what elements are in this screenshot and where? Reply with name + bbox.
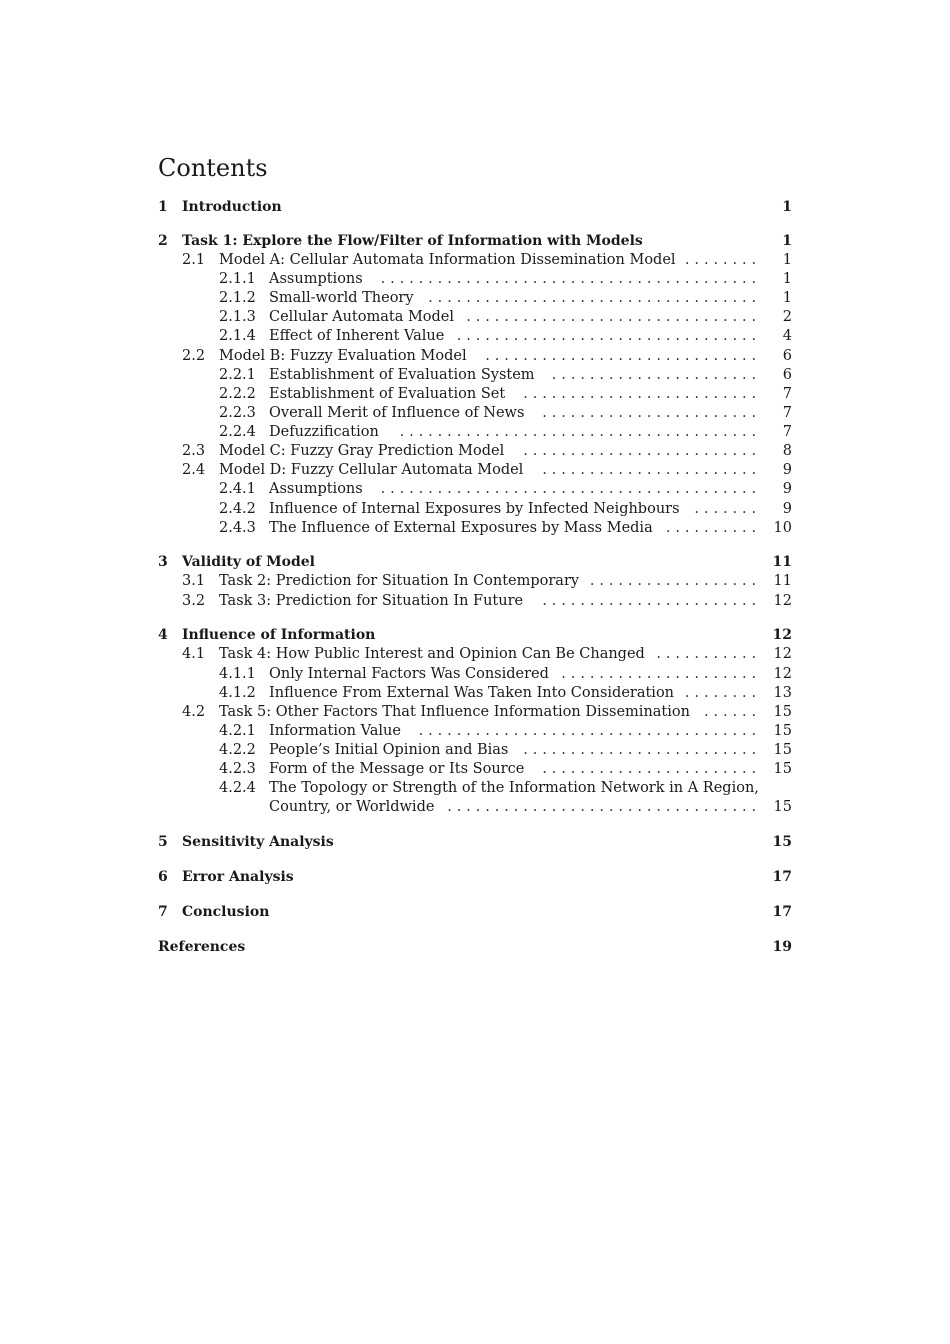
toc-entry-page: 12	[773, 646, 792, 662]
toc-entry-title: References	[158, 939, 246, 955]
toc-entry-title: Task 1: Explore the Flow/Filter of Information with Models	[182, 233, 643, 249]
toc-entry-page: 12	[773, 593, 792, 609]
toc-entry-title: Task 5: Other Factors That Influence Information Dissemination	[219, 704, 690, 720]
toc-subsection-entry[interactable]	[158, 442, 792, 461]
toc-entry-title: Introduction	[182, 199, 282, 215]
toc-subsubsection-entry[interactable]	[158, 480, 792, 499]
toc-entry-title: Assumptions	[269, 481, 363, 497]
toc-entry-title: Task 2: Prediction for Situation In Contemporary	[219, 573, 580, 589]
toc-entry-number: 2.4	[182, 462, 206, 478]
toc-section-entry[interactable]	[158, 553, 792, 572]
toc-subsubsection-entry[interactable]	[158, 308, 792, 327]
toc-entry-number: 7	[158, 904, 168, 920]
toc-subsubsection-entry[interactable]	[158, 741, 792, 760]
toc-entry-number: 2.2.1	[219, 367, 256, 383]
toc-section-entry[interactable]	[158, 232, 792, 251]
toc-subsubsection-entry[interactable]	[158, 779, 792, 798]
toc-entry-page: 10	[773, 520, 792, 536]
dot-leader: ...................................	[428, 290, 761, 306]
toc-entry-page: 17	[772, 869, 792, 885]
toc-subsection-entry[interactable]	[158, 703, 792, 722]
toc-subsubsection-entry[interactable]	[158, 665, 792, 684]
dot-leader: ........................................	[380, 271, 761, 287]
toc-entry-number: 3	[158, 554, 168, 570]
toc-entry-page: 1	[782, 233, 792, 249]
toc-entry-title: Model D: Fuzzy Cellular Automata Model	[219, 462, 524, 478]
toc-entry-number: 2.2.2	[219, 386, 256, 402]
toc-subsubsection-entry[interactable]	[158, 327, 792, 346]
toc-entry-number: 2	[158, 233, 168, 249]
toc-entry-number: 2.2	[182, 348, 206, 364]
toc-entry-title: People’s Initial Opinion and Bias	[269, 742, 509, 758]
toc-entry-page: 12	[773, 666, 792, 682]
toc-entry-number: 2.4.1	[219, 481, 256, 497]
toc-entry-page: 19	[772, 939, 792, 955]
toc-entry-title: Only Internal Factors Was Considered	[269, 666, 549, 682]
toc-entry-page: 1	[782, 199, 792, 215]
toc-entry-title: Model A: Cellular Automata Information Dissemination Model	[219, 252, 676, 268]
toc-section-entry[interactable]	[158, 833, 792, 852]
toc-subsubsection-entry[interactable]	[158, 519, 792, 538]
toc-entry-number: 2.2.4	[219, 424, 256, 440]
toc-subsubsection-entry[interactable]	[158, 760, 792, 779]
toc-entry-number: 5	[158, 834, 168, 850]
toc-entry-number: 2.1.2	[219, 290, 256, 306]
toc-entry-title: Defuzzification	[269, 424, 379, 440]
dot-leader: ......................	[551, 367, 761, 383]
dot-leader: .........................	[523, 742, 761, 758]
toc-entry-page: 15	[773, 799, 792, 815]
toc-entry-title: Cellular Automata Model	[269, 309, 455, 325]
toc-entry-number: 4.2.1	[219, 723, 256, 739]
toc-section-entry[interactable]	[158, 198, 792, 217]
dot-leader: .......................	[542, 405, 761, 421]
toc-subsubsection-entry[interactable]	[158, 423, 792, 442]
toc-entry-page: 15	[773, 761, 792, 777]
toc-entry-number: 3.2	[182, 593, 206, 609]
toc-entry-title: Validity of Model	[182, 554, 315, 570]
toc-entry-title: The Topology or Strength of the Information Network in A Region,	[269, 780, 759, 796]
toc-section-entry[interactable]	[158, 938, 792, 957]
toc-entry-page: 12	[772, 627, 792, 643]
toc-entry-number: 2.2.3	[219, 405, 256, 421]
toc-subsubsection-entry[interactable]	[158, 366, 792, 385]
toc-subsubsection-entry[interactable]	[158, 500, 792, 519]
toc-entry-number: 2.4.3	[219, 520, 256, 536]
toc-entry-number: 4	[158, 627, 168, 643]
toc-entry-page: 15	[772, 834, 792, 850]
toc-subsection-entry[interactable]	[158, 347, 792, 366]
toc-subsubsection-entry[interactable]	[158, 404, 792, 423]
toc-entry-title: Small-world Theory	[269, 290, 414, 306]
toc-subsubsection-entry[interactable]	[158, 684, 792, 703]
toc-entry-title: Task 3: Prediction for Situation In Future	[219, 593, 524, 609]
dot-leader: ........................................	[380, 481, 761, 497]
dot-leader: .......................	[542, 593, 761, 609]
dot-leader: .....................	[561, 666, 761, 682]
contents-heading: Contents	[158, 154, 268, 182]
toc-entry-page: 4	[782, 328, 792, 344]
toc-subsubsection-entry[interactable]	[158, 798, 792, 817]
toc-section-entry[interactable]	[158, 903, 792, 922]
toc-entry-number: 4.1.1	[219, 666, 256, 682]
dot-leader: .........................	[523, 443, 761, 459]
toc-subsection-entry[interactable]	[158, 645, 792, 664]
dot-leader: ......................................	[399, 424, 761, 440]
toc-entry-title: Form of the Message or Its Source	[269, 761, 525, 777]
toc-entry-page: 6	[782, 348, 792, 364]
dot-leader: ................................	[456, 328, 761, 344]
toc-entry-page: 9	[782, 481, 792, 497]
toc-entry-number: 1	[158, 199, 168, 215]
dot-leader: .............................	[485, 348, 761, 364]
toc-entry-page: 17	[772, 904, 792, 920]
toc-entry-title: Conclusion	[182, 904, 270, 920]
dot-leader: .......................	[542, 462, 761, 478]
toc-entry-page: 7	[782, 386, 792, 402]
toc-entry-number: 2.1.1	[219, 271, 256, 287]
dot-leader: ..........	[665, 520, 761, 536]
toc-entry-page: 11	[773, 573, 792, 589]
dot-leader: ...........	[656, 646, 761, 662]
toc-entry-number: 2.1	[182, 252, 206, 268]
toc-entry-number: 2.3	[182, 443, 206, 459]
toc-entry-page: 13	[773, 685, 792, 701]
toc-entry-page: 9	[782, 501, 792, 517]
toc-entry-page: 7	[782, 405, 792, 421]
toc-entry-number: 4.1.2	[219, 685, 256, 701]
toc-entry-title: Error Analysis	[182, 869, 294, 885]
toc-entry-page: 8	[782, 443, 792, 459]
toc-entry-title: Model C: Fuzzy Gray Prediction Model	[219, 443, 505, 459]
toc-entry-title: Country, or Worldwide	[269, 799, 435, 815]
toc-entry-page: 6	[782, 367, 792, 383]
dot-leader: ..................	[589, 573, 761, 589]
toc-entry-title: Model B: Fuzzy Evaluation Model	[219, 348, 467, 364]
toc-entry-page: 1	[782, 252, 792, 268]
toc-entry-title: The Influence of External Exposures by Mass Media	[269, 520, 653, 536]
toc-entry-title: Sensitivity Analysis	[182, 834, 334, 850]
toc-entry-page: 11	[772, 554, 792, 570]
toc-entry-page: 7	[782, 424, 792, 440]
toc-subsubsection-entry[interactable]	[158, 385, 792, 404]
toc-subsubsection-entry[interactable]	[158, 722, 792, 741]
toc-entry-title: Task 4: How Public Interest and Opinion Can Be Changed	[219, 646, 645, 662]
toc-entry-page: 1	[782, 271, 792, 287]
toc-entry-number: 2.1.3	[219, 309, 256, 325]
toc-entry-title: Influence of Internal Exposures by Infected Neighbours	[269, 501, 680, 517]
toc-entry-number: 4.2.3	[219, 761, 256, 777]
toc-entry-page: 15	[773, 704, 792, 720]
toc-entry-title: Overall Merit of Influence of News	[269, 405, 525, 421]
toc-subsection-entry[interactable]	[158, 592, 792, 611]
toc-entry-title: Influence From External Was Taken Into Consideration	[269, 685, 675, 701]
toc-entry-title: Assumptions	[269, 271, 363, 287]
toc-entry-number: 4.1	[182, 646, 206, 662]
dot-leader: .........................	[523, 386, 761, 402]
toc-entry-title: Effect of Inherent Value	[269, 328, 445, 344]
toc-subsection-entry[interactable]	[158, 572, 792, 591]
toc-entry-number: 4.2.4	[219, 780, 256, 796]
toc-entry-page: 2	[782, 309, 792, 325]
dot-leader: ....................................	[418, 723, 761, 739]
dot-leader: .......................	[542, 761, 761, 777]
toc-section-entry[interactable]	[158, 626, 792, 645]
toc-entry-number: 4.2.2	[219, 742, 256, 758]
toc-subsubsection-entry[interactable]	[158, 270, 792, 289]
toc-subsubsection-entry[interactable]	[158, 289, 792, 308]
dot-leader: .................................	[447, 799, 761, 815]
toc-entry-page: 15	[773, 723, 792, 739]
toc-entry-title: Information Value	[269, 723, 401, 739]
toc-entry-title: Influence of Information	[182, 627, 376, 643]
toc-entry-page: 9	[782, 462, 792, 478]
toc-entry-number: 2.4.2	[219, 501, 256, 517]
toc-entry-page: 1	[782, 290, 792, 306]
toc-entry-number: 4.2	[182, 704, 206, 720]
toc-subsection-entry[interactable]	[158, 251, 792, 270]
dot-leader: ......	[703, 704, 761, 720]
dot-leader: ........	[684, 252, 761, 268]
toc-subsection-entry[interactable]	[158, 461, 792, 480]
toc-entry-number: 2.1.4	[219, 328, 256, 344]
dot-leader: .......	[694, 501, 761, 517]
dot-leader: ........	[684, 685, 761, 701]
toc-entry-number: 3.1	[182, 573, 206, 589]
toc-entry-page: 15	[773, 742, 792, 758]
toc-entry-title: Establishment of Evaluation System	[269, 367, 535, 383]
toc-entry-title: Establishment of Evaluation Set	[269, 386, 506, 402]
toc-section-entry[interactable]	[158, 868, 792, 887]
dot-leader: ...............................	[466, 309, 761, 325]
toc-entry-number: 6	[158, 869, 168, 885]
